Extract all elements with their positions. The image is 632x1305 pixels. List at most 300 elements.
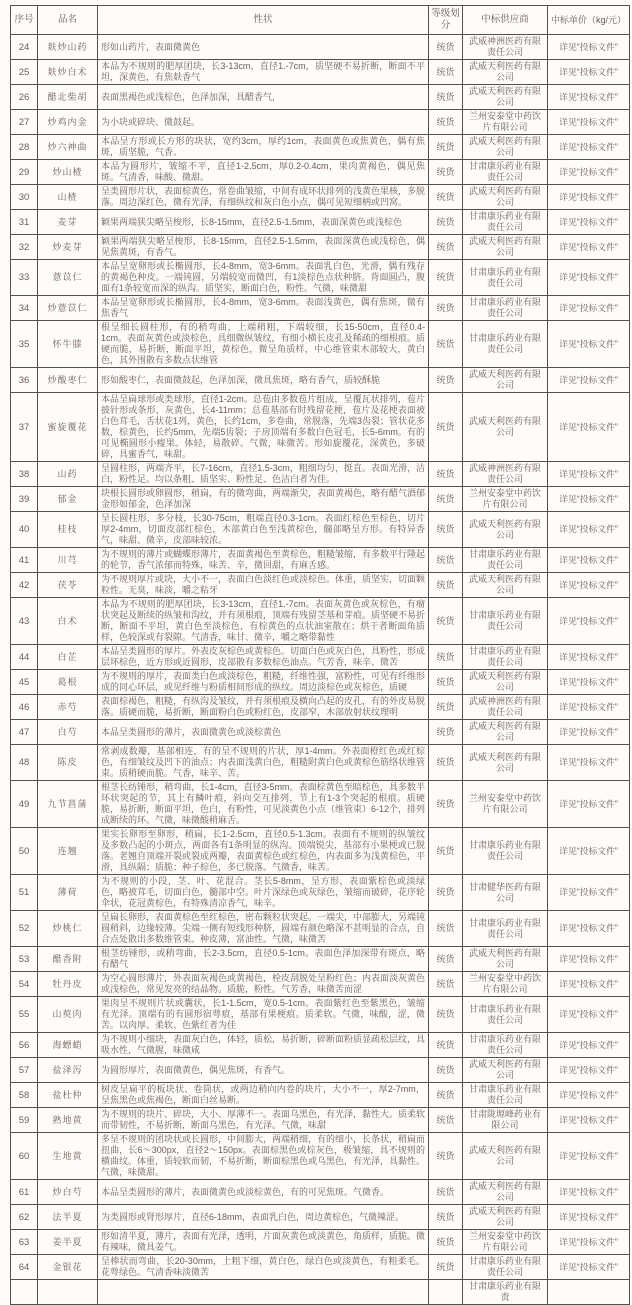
cell-desc: 常剥成数瓣，基部相连，有的呈不规则的片状，厚1-4mm。外表面橙红色或红棕色，有细皱纹及凹下的油点；内表面浅黄白色，粗糙附黄白色或黄棕色筋络状维管束。质稍硬而脆。气香，味辛、苦。: [98, 745, 429, 781]
cell-supplier: 甘肃陇塬峰药业有限公司: [463, 1108, 548, 1133]
table-row: [11, 598, 630, 645]
cell-supplier: 甘肃康乐药业有限责任公司: [463, 296, 548, 321]
cell-no: 39: [11, 487, 38, 512]
cell-no: 50: [11, 828, 38, 875]
cell-no: 38: [11, 462, 38, 487]
cell-grade: 统货: [429, 720, 463, 745]
table-row: [11, 720, 630, 745]
cell-price: 详见“投标文件”: [548, 997, 630, 1033]
cell-price: 详见“投标文件”: [548, 1083, 630, 1108]
header-grade: 等级划分: [429, 6, 463, 35]
cell-price: 详见“投标文件”: [548, 512, 630, 548]
cell-no: 24: [11, 35, 38, 60]
cell-grade: 统货: [429, 1083, 463, 1108]
table-row: [11, 160, 630, 185]
cell-price: 详见“投标文件”: [548, 160, 630, 185]
table-row: [11, 135, 630, 160]
cell-supplier: 甘肃康乐药业有限责任公司: [463, 160, 548, 185]
table-row: [11, 487, 630, 512]
cell-desc: 根茎纺锤形，或稍弯曲，长2-3.5cm，直径0.5-1cm。表面色泽加深带有斑点，略有醋气: [98, 947, 429, 972]
cell-supplier: 兰州安泰堂中药饮片有限公司: [463, 110, 548, 135]
cell-grade: 统货: [429, 1033, 463, 1058]
cell-no: 54: [11, 972, 38, 997]
table-row: [11, 321, 630, 368]
cell-desc: 为不规则的块片、碎块，大小、厚薄不一。表面乌黑色，有光泽，黏性大。质柔软而带韧性，不易折断，断面乌黑色，有光泽。气微，味甜: [98, 1108, 429, 1133]
cell-grade: 统货: [429, 781, 463, 828]
cell-price: 详见“投标文件”: [548, 1033, 630, 1058]
cell-supplier: 武威天利医药有限公司: [463, 85, 548, 110]
cell-price: 详见“投标文件”: [548, 210, 630, 235]
cell-name: 连翘: [38, 828, 98, 875]
cell-grade: 统货: [429, 548, 463, 573]
cell-price: 详见“投标文件”: [548, 1108, 630, 1133]
cell-desc: 为空心圆形薄片，外表面灰褐色或黄褐色，栓皮刮脱处呈粉红色；内表面淡灰黄色或浅棕色，常见发亮的结晶物。质脆，粉性。气芳香，味微苦而涩: [98, 972, 429, 997]
cell-name: 炒六神曲: [38, 135, 98, 160]
cell-name: 怀牛膝: [38, 321, 98, 368]
cell-grade: 统货: [429, 745, 463, 781]
cell-supplier: 甘肃健华医药有限公司: [463, 875, 548, 911]
cell-desc: 表面黑褐色或浅棕色，色泽加深，具醋香气，: [98, 85, 429, 110]
cell-supplier: 武威神洲医药有限责任公司: [463, 462, 548, 487]
cell-name: 生地黄: [38, 1133, 98, 1180]
cell-supplier: 武威天利医药有限公司: [463, 720, 548, 745]
cell-no: 35: [11, 321, 38, 368]
cell-name: [38, 1280, 98, 1305]
cell-no: 61: [11, 1180, 38, 1205]
cell-supplier: 甘肃康乐药业有限责任公司: [463, 828, 548, 875]
cell-supplier: 武威神洲医药有限责任公司: [463, 695, 548, 720]
cell-no: 33: [11, 260, 38, 296]
cell-name: 九节菖蒲: [38, 781, 98, 828]
cell-price: [548, 1280, 630, 1305]
table-row: [11, 828, 630, 875]
table-header: [11, 6, 630, 35]
cell-grade: 统货: [429, 185, 463, 210]
cell-name: 盐泽泻: [38, 1058, 98, 1083]
cell-grade: 统货: [429, 512, 463, 548]
cell-no: 63: [11, 1230, 38, 1255]
cell-name: 桂枝: [38, 512, 98, 548]
cell-name: 茯苓: [38, 573, 98, 598]
cell-name: 山楂: [38, 185, 98, 210]
bid-results-table: [10, 5, 630, 1305]
table-row: [11, 1205, 630, 1230]
cell-no: 31: [11, 210, 38, 235]
cell-grade: 统货: [429, 1205, 463, 1230]
cell-supplier: 武威天利医药有限公司: [463, 185, 548, 210]
cell-name: 法半夏: [38, 1205, 98, 1230]
cell-supplier: 武威神洲医药有限责任公司: [463, 35, 548, 60]
cell-desc: [98, 1280, 429, 1305]
table-row: [11, 1033, 630, 1058]
cell-no: 36: [11, 368, 38, 393]
cell-desc: 为不规则厚片或块，大小不一，表面白色淡红色或淡棕色。体重，质坚实，切面颗粒性。无臭，味淡，嚼之粘牙: [98, 573, 429, 598]
cell-no: 64: [11, 1255, 38, 1280]
cell-no: 30: [11, 185, 38, 210]
cell-name: 炒桃仁: [38, 911, 98, 947]
cell-supplier: 武威天利医药有限公司: [463, 368, 548, 393]
cell-name: 盐杜仲: [38, 1083, 98, 1108]
cell-desc: 颖果两端狭尖略呈梭形，长8-15mm，直径2.5-1.5mm，表面深黄色或浅棕色，偶见焦黄斑，有香气。: [98, 235, 429, 260]
cell-no: 59: [11, 1108, 38, 1133]
cell-supplier: 武威天利医药有限公司: [463, 60, 548, 85]
cell-supplier: 武威天利医药有限公司: [463, 745, 548, 781]
table-row: [11, 110, 630, 135]
cell-name: 山萸肉: [38, 997, 98, 1033]
cell-supplier: 武威天利医药有限公司: [463, 1133, 548, 1180]
cell-desc: 本品呈扁球形或类球形，直径1-2cm。总苞由多数苞片组成，呈覆瓦状排列，苞片披针形或条形，灰黄色，长4-11mm；总苞基部有时残留花梗，苞片及花梗表面被白色茸毛，舌状花1列，黄色，长约1cm，多卷曲，常脱落，先端3齿裂；管状花多数，棕黄色，长约5mm，先端5齿裂；子房顶端有多数白色冠毛，长5-6mm。有的可见椭圆形小瘦果。体轻，易散碎。气微，味微苦。形如旋覆花，深黄色，多破碎，具蜜香气，味甜。: [98, 393, 429, 462]
cell-name: 薄荷: [38, 875, 98, 911]
cell-grade: 统货: [429, 110, 463, 135]
cell-price: 详见“投标文件”: [548, 393, 630, 462]
cell-supplier: 甘肃康乐药业有限责任公司: [463, 645, 548, 670]
cell-grade: 统货: [429, 296, 463, 321]
cell-name: 炒山楂: [38, 160, 98, 185]
cell-desc: 本品呈类圆形的薄片，表面微黄色或淡棕黄色，有的可见焦斑。气微香。: [98, 1180, 429, 1205]
cell-desc: 形如清半夏，薄片，表面有光泽，透明，片面灰黄色或淡黄色，角质样，质脆。微有辣味，微具姜气。: [98, 1230, 429, 1255]
cell-grade: 统货: [429, 598, 463, 645]
cell-name: 葛根: [38, 670, 98, 695]
cell-supplier: 武威天利医药有限公司: [463, 135, 548, 160]
cell-grade: 统货: [429, 997, 463, 1033]
table-row: [11, 745, 630, 781]
cell-supplier: 甘肃康乐药业有限责任公司: [463, 911, 548, 947]
cell-name: 炒薏苡仁: [38, 296, 98, 321]
cell-name: 醋香附: [38, 947, 98, 972]
header-row: [11, 6, 630, 35]
cell-name: 山药: [38, 462, 98, 487]
cell-grade: 统货: [429, 260, 463, 296]
cell-grade: 统货: [429, 947, 463, 972]
cell-no: 60: [11, 1133, 38, 1180]
cell-desc: 为类圆形或肾形厚片，直径6-18mm，表面乳白色，周边黄棕色，气微辣涩。: [98, 1205, 429, 1230]
table-row: [11, 85, 630, 110]
cell-name: 郁金: [38, 487, 98, 512]
cell-price: 详见“投标文件”: [548, 645, 630, 670]
cell-supplier: 武威天利医药有限公司: [463, 512, 548, 548]
cell-supplier: 武威天利医药有限公司: [463, 235, 548, 260]
cell-no: 51: [11, 875, 38, 911]
cell-grade: 统货: [429, 321, 463, 368]
cell-price: 详见“投标文件”: [548, 1230, 630, 1255]
cell-desc: 本品为不规则的肥厚团块，长3-13cm，直径1.-7cm。表面灰黄色或灰棕色，有瘤状突起及断续的纵皱和沟纹，并有须根痕，顶端有残留茎基和芽痕。质坚硬不易折断，断面不平坦，黄白色至淡棕色，有棕黄色的点状油室散在；烘干者断面角质样，色较深或有裂隙。气清香，味甘、微辛，嚼之略带黏性: [98, 598, 429, 645]
cell-desc: 本品呈宽卵形或长椭圆形，长4-8mm，宽3-6mm。表面浅黄色，偶有焦斑，微有焦香气: [98, 296, 429, 321]
table-row: [11, 462, 630, 487]
cell-no: 34: [11, 296, 38, 321]
cell-desc: 本品呈宽卵形或长椭圆形，长4-8mm，宽3-6mm。表面乳白色，光滑，偶有残存的黄褐色种皮。一端钝圆，另端较宽而微凹，有1淡棕色点状种脐。背面圆凸，腹面有1条较宽而深的纵沟。质坚实，断面白色，粉性。气微，味微甜: [98, 260, 429, 296]
cell-price: 详见“投标文件”: [548, 972, 630, 997]
cell-price: 详见“投标文件”: [548, 911, 630, 947]
cell-price: 详见“投标文件”: [548, 135, 630, 160]
cell-desc: 本品为圆形片，皱缩不平，直径1-2.5cm，厚0.2-0.4cm，果肉黄褐色，偶见焦斑。气清香，味酸、微甜。: [98, 160, 429, 185]
cell-supplier: 兰州安泰堂中药饮片有限公司: [463, 972, 548, 997]
cell-name: 白芷: [38, 645, 98, 670]
cell-desc: 形如酸枣仁，表面微鼓起，色泽加深，微具焦斑，略有香气，质较酥脆: [98, 368, 429, 393]
cell-no: 28: [11, 135, 38, 160]
cell-no: 44: [11, 645, 38, 670]
cell-supplier: 武威天利医药有限公司: [463, 573, 548, 598]
cell-supplier: 兰州安泰堂中药饮片有限公司: [463, 781, 548, 828]
table-row: [11, 235, 630, 260]
cell-no: 55: [11, 997, 38, 1033]
cell-price: 详见“投标文件”: [548, 60, 630, 85]
cell-desc: 果实长卵形至卵形，稍扁，长1-2.5cm，直径0.5-1.3cm。表面有不规则的纵皱纹及多数凸起的小斑点，两面各有1条明显的纵沟。顶端锐尖，基部有小果梗或已脱落。老翘自顶端开裂或裂成两瓣，表面黄棕色或红棕色，内表面多为浅黄棕色，平滑，具纵隔；质脆；种子棕色，多已脱落。气微香，味苦。: [98, 828, 429, 875]
table-row: [11, 260, 630, 296]
cell-supplier: 兰州安泰堂中药饮片有限公司: [463, 1230, 548, 1255]
cell-no: 42: [11, 573, 38, 598]
cell-price: 详见“投标文件”: [548, 368, 630, 393]
cell-price: 详见“投标文件”: [548, 35, 630, 60]
table-row: [11, 393, 630, 462]
cell-no: 45: [11, 670, 38, 695]
cell-name: 川芎: [38, 548, 98, 573]
table-row: [11, 1108, 630, 1133]
cell-no: 46: [11, 695, 38, 720]
cell-price: 详见“投标文件”: [548, 296, 630, 321]
cell-name: 炒麦芽: [38, 235, 98, 260]
cell-supplier: 甘肃康乐药业有限责任公司: [463, 1033, 548, 1058]
cell-grade: 统货: [429, 1108, 463, 1133]
table-row: [11, 695, 630, 720]
cell-price: 详见“投标文件”: [548, 695, 630, 720]
cell-no: 48: [11, 745, 38, 781]
cell-name: 麸炒山药: [38, 35, 98, 60]
cell-desc: 果肉呈不规则片状或囊状，长1-1.5cm，宽0.5-1cm。表面紫红色至紫黑色，皱缩有光泽。顶端有的有圆形宿萼痕，基部有果梗痕。质柔软。气微，味酸，涩，微苦。以肉厚、柔软、色紫红者为佳: [98, 997, 429, 1033]
cell-supplier: 甘肃康乐药业有限责任公司: [463, 210, 548, 235]
cell-price: 详见“投标文件”: [548, 720, 630, 745]
cell-price: 详见“投标文件”: [548, 462, 630, 487]
cell-desc: 为圆形厚片，表面微黄色，偶见焦斑，有香气。: [98, 1058, 429, 1083]
cell-grade: 统货: [429, 60, 463, 85]
cell-supplier: 甘肃康乐药业有限责任公司: [463, 997, 548, 1033]
cell-price: 详见“投标文件”: [548, 110, 630, 135]
cell-name: 白芍: [38, 720, 98, 745]
cell-grade: 统货: [429, 368, 463, 393]
cell-price: 详见“投标文件”: [548, 548, 630, 573]
table-row: [11, 911, 630, 947]
cell-desc: 为不规则的小段，茎、叶、花混合。茎长5-8mm，呈方形，表面紫棕色或淡绿色，略被茸毛，切面白色，髓部中空。叶片深绿色或灰绿色，皱缩而破碎，花序轮伞状，花冠黄棕色，有特殊清凉香气，味辛。: [98, 875, 429, 911]
table-row: [11, 947, 630, 972]
header-price: 中标单价（kg/元）: [548, 6, 630, 35]
cell-no: 58: [11, 1083, 38, 1108]
cell-grade: 统货: [429, 393, 463, 462]
cell-no: 52: [11, 911, 38, 947]
cell-grade: 统货: [429, 135, 463, 160]
cell-price: 详见“投标文件”: [548, 1205, 630, 1230]
table-row: [11, 972, 630, 997]
cell-price: 详见“投标文件”: [548, 1058, 630, 1083]
cell-no: 32: [11, 235, 38, 260]
table-body: [11, 35, 630, 1305]
table-row: [11, 1255, 630, 1280]
cell-name: 蜜旋覆花: [38, 393, 98, 462]
cell-no: 49: [11, 781, 38, 828]
table-row: [11, 368, 630, 393]
cell-grade: 统货: [429, 1255, 463, 1280]
cell-desc: 本品呈方形或长方形的块状，宽约3cm，厚约1cm，表面黄色或焦黄色，偶有焦斑，质坚脆，气香。: [98, 135, 429, 160]
cell-grade: 统货: [429, 235, 463, 260]
cell-name: 赤芍: [38, 695, 98, 720]
cell-supplier: 武威天利医药有限公司: [463, 1058, 548, 1083]
cell-desc: 本品呈类圆形的薄片，表面微黄色或淡棕黄色: [98, 720, 429, 745]
cell-grade: 统货: [429, 487, 463, 512]
cell-grade: 统货: [429, 972, 463, 997]
cell-supplier: 甘肃康乐药业有限责任公司: [463, 1083, 548, 1108]
cell-grade: 统货: [429, 911, 463, 947]
cell-price: 详见“投标文件”: [548, 85, 630, 110]
cell-desc: 为不规则小细块，表面灰白色，体轻，质松，易折断，碎断面粉质显疏松层纹，具吸水性，气微腥，味微咸: [98, 1033, 429, 1058]
cell-grade: 统货: [429, 828, 463, 875]
cell-price: 详见“投标文件”: [548, 781, 630, 828]
cell-desc: 本品呈类圆形的厚片。外表皮灰棕色或黄棕色。切面白色或灰白色，具粉性，形成层环棕色，近方形或近圆形，皮部散有多数棕色油点。气芳香，味辛、微苦: [98, 645, 429, 670]
cell-price: 详见“投标文件”: [548, 573, 630, 598]
cell-grade: 统货: [429, 85, 463, 110]
cell-price: 详见“投标文件”: [548, 1133, 630, 1180]
cell-name: 牡丹皮: [38, 972, 98, 997]
cell-price: 详见“投标文件”: [548, 260, 630, 296]
cell-grade: 统货: [429, 35, 463, 60]
cell-name: 醋北柴胡: [38, 85, 98, 110]
table-row: [11, 781, 630, 828]
cell-no: 37: [11, 393, 38, 462]
cell-supplier: 兰州安泰堂中药饮片有限公司: [463, 487, 548, 512]
cell-no: 57: [11, 1058, 38, 1083]
table-row: [11, 1133, 630, 1180]
cell-supplier: 甘肃康乐药业有限责任公司: [463, 321, 548, 368]
table-row: [11, 296, 630, 321]
header-desc: 性状: [98, 6, 429, 35]
cell-desc: 呈扁长卵形，表面黄棕色至红棕色，密布颗粒状突起。一端尖，中部膨大，另端钝圆稍斜，边缘较薄。尖端一侧有短线形种脐，圆端有颜色略深不甚明显的合点，自合点处散出多数维管束。种皮薄，富油性。气微，味微苦: [98, 911, 429, 947]
cell-price: 详见“投标文件”: [548, 235, 630, 260]
table-row: [11, 875, 630, 911]
cell-no: 41: [11, 548, 38, 573]
cell-no: 25: [11, 60, 38, 85]
cell-grade: 统货: [429, 670, 463, 695]
table-row: [11, 1058, 630, 1083]
cell-desc: 本品为不规则的肥厚团块，长3-13cm，直径1.-7cm，质坚硬不易折断，断面不平坦，深黄色，有焦麸香气: [98, 60, 429, 85]
table-row: [11, 670, 630, 695]
cell-name: 薏苡仁: [38, 260, 98, 296]
cell-desc: 为不规则的厚片，表面类白色或淡棕色，粗糙，纤维性强，富粉性，可见有纤维形成的同心环层，或见纤维与粉质相间形成的纵纹。周边淡棕色或灰棕色，质硬: [98, 670, 429, 695]
cell-price: 详见“投标文件”: [548, 487, 630, 512]
cell-desc: 颖果两端狭尖略呈梭形，长8-15mm，直径2.5-1.5mm，表面深黄色或浅棕色: [98, 210, 429, 235]
header-no: 序号: [11, 6, 38, 35]
header-name: 品名: [38, 6, 98, 35]
table-row: [11, 35, 630, 60]
cell-supplier: 甘肃康乐药业有限责任公司: [463, 548, 548, 573]
table-row: [11, 1083, 630, 1108]
cell-supplier: 武威天利医药有限公司: [463, 670, 548, 695]
cell-supplier: 武威天利医药有限公司: [463, 393, 548, 462]
cell-supplier: 甘肃康乐药业有限责任公司: [463, 598, 548, 645]
table-row: [11, 1230, 630, 1255]
cell-grade: 统货: [429, 695, 463, 720]
cell-desc: 呈长圆柱形，多分枝，长30-75cm，粗端直径0.3-1cm。表面红棕色至棕色，切片厚2-4mm，切面皮部红棕色，木部黄白色至浅黄棕色，髓部略呈方形。有特异香气，味甜、微辛，皮部味较浓。: [98, 512, 429, 548]
cell-no: 47: [11, 720, 38, 745]
table-row: [11, 997, 630, 1033]
cell-supplier: 武威天利医药有限公司: [463, 947, 548, 972]
cell-grade: 统货: [429, 573, 463, 598]
cell-no: 26: [11, 85, 38, 110]
cell-price: 详见“投标文件”: [548, 745, 630, 781]
table-row: [11, 210, 630, 235]
cell-grade: 统货: [429, 462, 463, 487]
cell-desc: 表面棕褐色，粗糙，有纵沟及皱纹，并有须根痕及横向凸起的皮孔，有的外皮易脱落。质硬而脆，易折断，断面粉白色或粉红色，皮部窄，木部放射状纹理明: [98, 695, 429, 720]
cell-no: 62: [11, 1205, 38, 1230]
cell-name: 炒酸枣仁: [38, 368, 98, 393]
cell-grade: 统货: [429, 1133, 463, 1180]
table-row: [11, 645, 630, 670]
cell-grade: 统货: [429, 645, 463, 670]
cell-name: 姜半夏: [38, 1230, 98, 1255]
cell-grade: 统货: [429, 160, 463, 185]
cell-supplier: 武威天利医药有限公司: [463, 1180, 548, 1205]
table-row: [11, 548, 630, 573]
cell-name: 麦芽: [38, 210, 98, 235]
cell-desc: 形如山药片，表面微黄色: [98, 35, 429, 60]
cell-no: 56: [11, 1033, 38, 1058]
cell-desc: 为不规则的薄片或蝴蝶形薄片，表面黄褐色至黄棕色，粗糙皱缩，有多数平行隆起的轮节，香气浓郁而特殊，味苦、辛，微回甜，有麻舌感。: [98, 548, 429, 573]
cell-name: 炒白芍: [38, 1180, 98, 1205]
cell-price: 详见“投标文件”: [548, 1180, 630, 1205]
table-row: [11, 573, 630, 598]
cell-price: 详见“投标文件”: [548, 598, 630, 645]
cell-name: 金银花: [38, 1255, 98, 1280]
cell-grade: [429, 1280, 463, 1305]
cell-supplier: 武威天利医药有限公司: [463, 1205, 548, 1230]
cell-desc: 呈圆柱形，两端齐平，长7-16cm，直径1.5-3cm，粗细均匀，挺直。表面光滑，洁白，粉性足。均以条粗、质坚实、粉性足、色洁白者为佳。: [98, 462, 429, 487]
cell-grade: 统货: [429, 1058, 463, 1083]
cell-price: 详见“投标文件”: [548, 321, 630, 368]
cell-price: 详见“投标文件”: [548, 1255, 630, 1280]
cell-price: 详见“投标文件”: [548, 670, 630, 695]
cell-desc: 树皮呈扁平的板块状、卷筒状，或两边稍向内卷的块片，大小不一，厚2-7mm，呈焦黑色或焦褐色，断面白丝易断。: [98, 1083, 429, 1108]
cell-name: 炒鸡内金: [38, 110, 98, 135]
cell-name: 白术: [38, 598, 98, 645]
cell-desc: 为小块或碎块、微鼓起。: [98, 110, 429, 135]
cell-price: 详见“投标文件”: [548, 185, 630, 210]
cell-desc: 呈棒状而弯曲，长20-30mm，上粗下细，黄白色，绿白色或淡黄色，有粗柔毛。花萼绿色。气清香味淡微苦: [98, 1255, 429, 1280]
table-row: [11, 512, 630, 548]
cell-desc: 呈类圆形片状，表面棕黄色，常卷曲皱缩，中间有成环状排列的浅黄色果核，多脱落。周边深红色，微有光泽，有细纵纹和灰白色小点，偶可见短细柄或凹窝。: [98, 185, 429, 210]
cell-price: 详见“投标文件”: [548, 875, 630, 911]
cell-desc: 根茎长纺锤形，稍弯曲，长1-4cm，直径3-5mm。表面棕黄色至暗棕色，具多数半环状突起的节，其上有鳞叶痕，斜向交互排列，节上有1-3个突起的根痕。质硬脆，易折断，断面平坦，色白，有粉性，可见淡黄色小点（维管束）6-12个，排列成断续的环。气微，味微酸稍麻舌。: [98, 781, 429, 828]
cell-no: 53: [11, 947, 38, 972]
cell-grade: 统货: [429, 1230, 463, 1255]
cell-desc: 根呈细长圆柱形，有的稍弯曲，上端稍粗，下端较细，长15-50cm，直径0.4-1cm。表面灰黄色或淡棕色，具细微纵皱纹，有细小横长皮孔及稀疏的细根痕。质硬而脆，易折断，断面平坦，黄棕色，微呈角质样，中心维管束木部较大，黄白色，其外围散有多数点状维管: [98, 321, 429, 368]
cell-no: 43: [11, 598, 38, 645]
cell-no: [11, 1280, 38, 1305]
cell-supplier: 甘肃康乐药业有限责: [463, 1280, 548, 1305]
cell-desc: 多呈不规则的团块状或长圆形，中间膨大，两端稍细，有的细小，长条状，稍扁而扭曲，长6～300px，直径2～150px。表面棕黑色或棕灰色，极皱缩，具不规则的横曲纹。体重，质较软而韧，不易折断，断面棕黑色或乌黑色，有光泽，具黏性。气微，味微甜。: [98, 1133, 429, 1180]
cell-name: 麸炒白术: [38, 60, 98, 85]
table-row: [11, 185, 630, 210]
cell-no: 27: [11, 110, 38, 135]
cell-price: 详见“投标文件”: [548, 947, 630, 972]
cell-supplier: 甘肃康乐药业有限责任公司: [463, 1255, 548, 1280]
cell-supplier: 甘肃康乐药业有限责任公司: [463, 260, 548, 296]
table-row: [11, 60, 630, 85]
cell-grade: 统货: [429, 210, 463, 235]
cell-name: 熟地黄: [38, 1108, 98, 1133]
cell-no: 40: [11, 512, 38, 548]
cell-price: 详见“投标文件”: [548, 828, 630, 875]
cell-grade: 统货: [429, 875, 463, 911]
table-row: [11, 1280, 630, 1305]
cell-desc: 块根长圆形或卵圆形，稍扁，有的微弯曲，两端渐尖，表面黄褐色，略有醋气酒郁金形如郁金，色泽加深: [98, 487, 429, 512]
cell-name: 陈皮: [38, 745, 98, 781]
table-row: [11, 1180, 630, 1205]
